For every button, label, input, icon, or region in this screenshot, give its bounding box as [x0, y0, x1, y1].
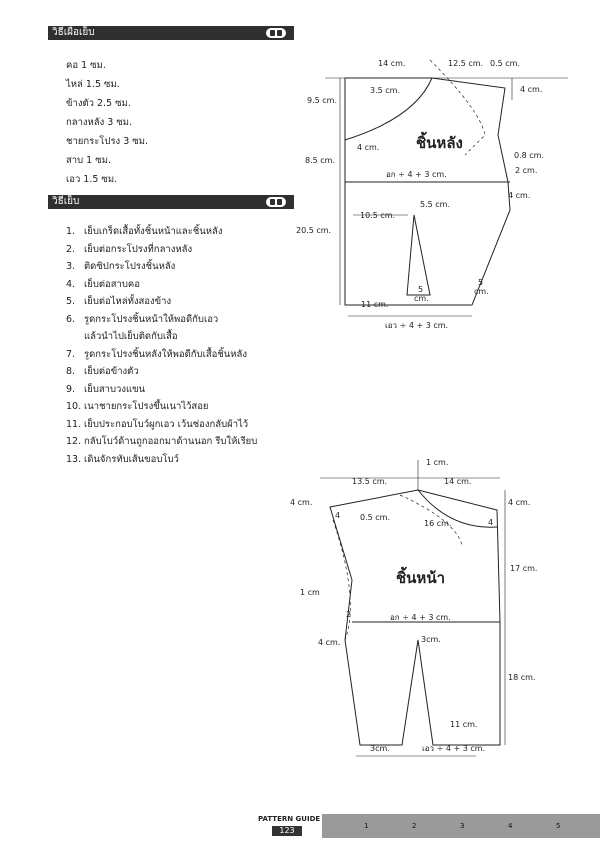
front-label: 4 [488, 518, 494, 527]
front-label: 13.5 cm. [352, 477, 388, 486]
back-label: 5.5 cm. [420, 200, 450, 209]
step-number: 4. [66, 278, 76, 290]
step-number: 2. [66, 243, 76, 255]
allowance-item: ข้างตัว 2.5 ซม. [66, 98, 131, 109]
front-label: 4 cm. [290, 498, 313, 507]
step-number: 7. [66, 348, 76, 360]
step-text: แล้วนำไปเย็บติดกับเสื้อ [84, 331, 178, 342]
step-text: รูดกระโปรงชิ้นหลังให้พอดีกับเสื้อชิ้นหลัง [84, 348, 248, 360]
back-label: cm. [414, 294, 429, 303]
ruler-tick-label: 4 [508, 822, 513, 830]
step-text: เย็บต่อกระโปรงที่กลางหลัง [84, 243, 193, 255]
back-label: 3.5 cm. [370, 86, 400, 95]
step-number: 9. [66, 383, 76, 395]
step-text: รูดกระโปรงชิ้นหน้าให้พอดีกับเอว [84, 313, 219, 325]
step-number: 1. [66, 226, 76, 237]
back-label: 4 cm. [508, 191, 531, 200]
step-text: เย็บต่อสาบคอ [84, 278, 140, 290]
allowance-item: สาบ 1 ซม. [66, 155, 111, 166]
step-number: 6. [66, 313, 76, 325]
back-label: เอว ÷ 4 + 3 cm. [385, 321, 449, 330]
back-label: 2 cm. [515, 166, 538, 175]
page-number: 123 [272, 826, 302, 836]
allowance-item: คอ 1 ซม. [66, 60, 106, 71]
ruler-tick-label: 1 [364, 822, 369, 830]
step-text: เนาชายกระโปรงขึ้นเนาไว้สอย [84, 401, 209, 412]
back-piece-diagram [325, 60, 568, 316]
allowance-item: กลางหลัง 3 ซม. [66, 117, 133, 128]
back-label: 20.5 cm. [296, 226, 332, 235]
step-text: เย็บสาบวงแขน [84, 383, 146, 395]
step-number: 3. [66, 261, 76, 272]
front-label: 14 cm. [444, 477, 472, 486]
step-text: ติดซิปกระโปรงชิ้นหลัง [84, 261, 176, 272]
step-number: 13. [66, 453, 82, 465]
step-number: 10. [66, 401, 82, 412]
pattern-guide-label: PATTERN GUIDE [258, 815, 321, 823]
step-number: 5. [66, 296, 76, 307]
step-text: เย็บต่อไหล่ทั้งสองข้าง [84, 296, 172, 307]
back-label: cm. [474, 287, 489, 296]
back-label: 12.5 cm. [448, 59, 484, 68]
front-dashed-armhole [333, 520, 350, 640]
front-label: 17 cm. [510, 564, 538, 573]
back-piece-outline [345, 78, 510, 305]
ruler-strip [322, 814, 600, 838]
back-piece-title: ชิ้นหลัง [416, 134, 463, 152]
allowance-item: เอว 1.5 ซม. [66, 174, 118, 185]
back-label: 4 cm. [357, 143, 380, 152]
back-dart [407, 215, 430, 295]
front-label: 1 cm. [426, 458, 449, 467]
front-piece-title: ชิ้นหน้า [396, 569, 445, 587]
step-text: เดินจักรทับเส้นขอบโบว์ [84, 453, 179, 465]
back-label: 10.5 cm. [360, 211, 396, 220]
step-text: เย็บต่อข้างตัว [84, 366, 139, 377]
step-number: 11. [66, 418, 82, 430]
back-label: 5 [418, 285, 424, 294]
front-label: 16 cm. [424, 519, 452, 528]
front-label: 18 cm. [508, 673, 536, 682]
front-label: 3cm. [370, 744, 390, 753]
back-label: 4 cm. [520, 85, 543, 94]
front-label: เอว ÷ 4 + 3 cm. [422, 744, 486, 753]
front-label: 3cm. [421, 635, 441, 644]
back-label: 14 cm. [378, 59, 406, 68]
allowance-item: ไหล่ 1.5 ซม. [66, 79, 120, 90]
front-label: 0.5 cm. [360, 513, 390, 522]
back-label: 9.5 cm. [307, 96, 337, 105]
ruler-tick-label: 5 [556, 822, 561, 830]
back-piece-labels [296, 59, 544, 330]
ruler-tick-label: 2 [412, 822, 417, 830]
back-label: 8.5 cm. [305, 156, 335, 165]
front-label: 11 cm. [450, 720, 478, 729]
front-label: 1 cm [300, 588, 320, 597]
back-label: อก ÷ 4 + 3 cm. [386, 170, 447, 179]
back-label: 5 [478, 278, 484, 287]
front-label: 4 [335, 511, 341, 520]
step-text: เย็บเกร็ดเสื้อทั้งชิ้นหน้าและชิ้นหลัง [84, 226, 223, 237]
allowance-item: ชายกระโปรง 3 ซม. [66, 136, 148, 147]
back-label: 0.8 cm. [514, 151, 544, 160]
front-piece-diagram [320, 460, 505, 756]
back-label: 11 cm. [361, 300, 389, 309]
allowance-section-title: วิธีเผื่อเย็บ [52, 27, 95, 38]
step-number: 8. [66, 366, 76, 377]
step-text: เย็บประกอบโบว์ผูกเอว เว้นช่องกลับผ้าไว้ [84, 418, 249, 430]
step-number: 12. [66, 436, 82, 447]
front-label: 2 [346, 610, 352, 619]
ruler-tick-label: 3 [460, 822, 465, 830]
sewing-section-title: วิธีเย็บ [52, 196, 80, 207]
step-text: กลับโบว์ด้านถูกออกมาด้านนอก รีบให้เรียบ [84, 436, 258, 447]
front-label: 4 cm. [318, 638, 341, 647]
front-label: 4 cm. [508, 498, 531, 507]
back-label: 0.5 cm. [490, 59, 520, 68]
front-label: อก ÷ 4 + 3 cm. [390, 613, 451, 622]
